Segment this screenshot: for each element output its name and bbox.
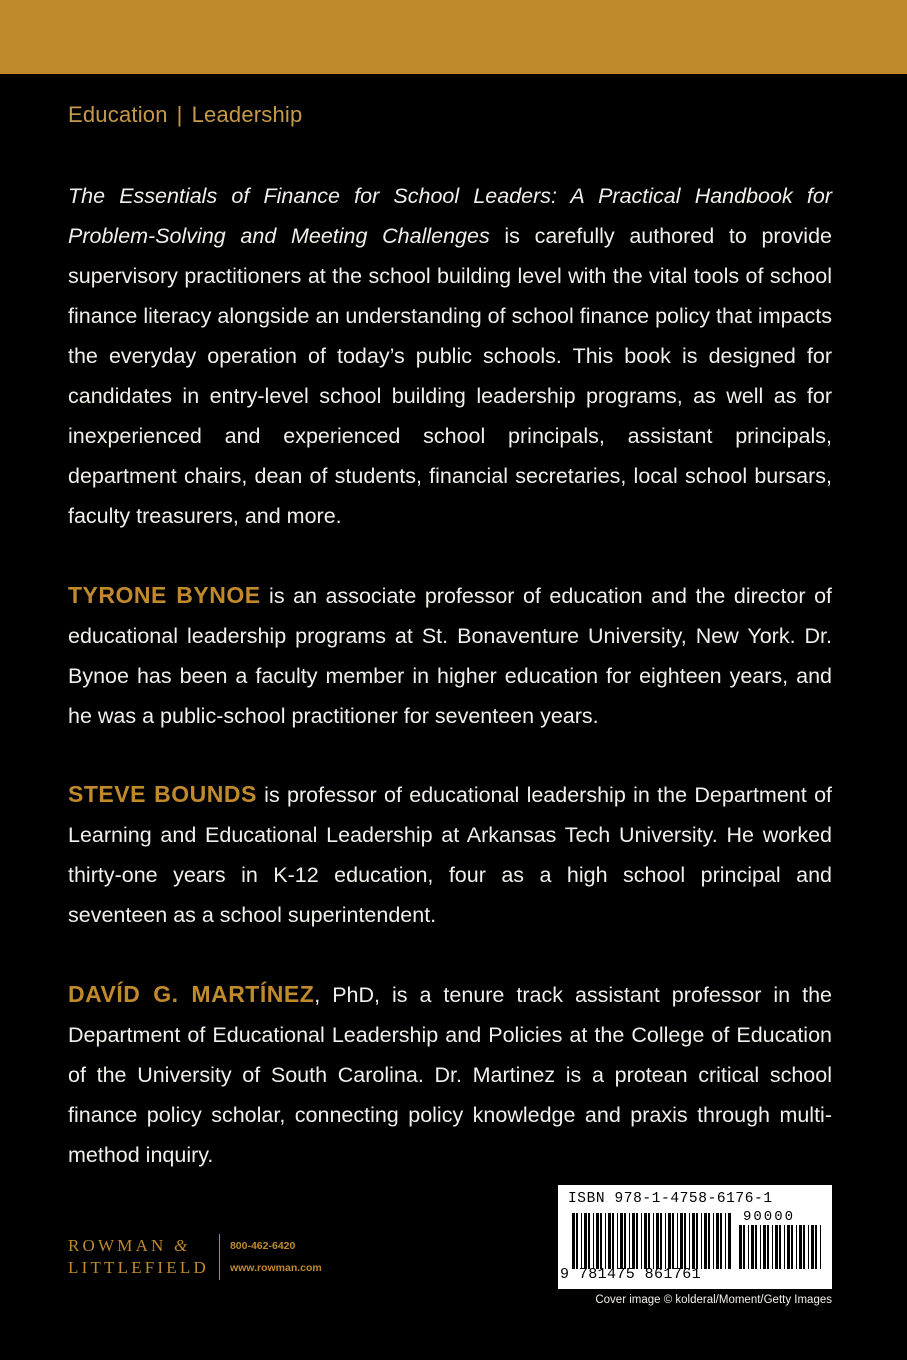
barcode-bar bbox=[820, 1225, 821, 1269]
barcode-bar bbox=[677, 1213, 678, 1269]
barcode-bar bbox=[772, 1225, 773, 1269]
addon-barcode-bars bbox=[739, 1225, 823, 1269]
category-leadership: Leadership bbox=[191, 102, 303, 127]
barcode-bar bbox=[588, 1213, 590, 1269]
barcode-bar bbox=[799, 1225, 802, 1269]
category-line bbox=[68, 102, 302, 128]
barcode-bar bbox=[696, 1213, 698, 1269]
barcode-bar bbox=[763, 1225, 766, 1269]
barcode-bar bbox=[672, 1213, 674, 1269]
barcode-bar bbox=[660, 1213, 662, 1269]
author-name: TYRONE BYNOE bbox=[68, 582, 261, 608]
barcode-bar bbox=[748, 1225, 749, 1269]
barcode-bar bbox=[617, 1213, 618, 1269]
category-education: Education bbox=[68, 102, 168, 127]
isbn-label: ISBN 978-1-4758-6176-1 bbox=[568, 1191, 773, 1207]
barcode-bar bbox=[644, 1213, 647, 1269]
author-name: STEVE BOUNDS bbox=[68, 781, 257, 807]
barcode-bar bbox=[636, 1213, 638, 1269]
barcode-bar bbox=[760, 1225, 761, 1269]
barcode-bar bbox=[796, 1225, 797, 1269]
barcode-bar bbox=[815, 1225, 817, 1269]
barcode-bar bbox=[684, 1213, 686, 1269]
barcode-bar bbox=[600, 1213, 602, 1269]
barcode-bar bbox=[653, 1213, 654, 1269]
author-bio-bounds bbox=[68, 774, 832, 935]
barcode-bar bbox=[680, 1213, 683, 1269]
barcode-bar bbox=[743, 1225, 745, 1269]
publisher-contact bbox=[230, 1235, 322, 1279]
barcode-bar bbox=[612, 1213, 614, 1269]
barcode-bar bbox=[775, 1225, 778, 1269]
barcode-bar bbox=[596, 1213, 599, 1269]
barcode-bar bbox=[572, 1213, 575, 1269]
barcode-bar bbox=[767, 1225, 769, 1269]
barcode-bar bbox=[665, 1213, 666, 1269]
barcode-bar bbox=[739, 1225, 742, 1269]
barcode-bar bbox=[608, 1213, 611, 1269]
barcode-bar bbox=[779, 1225, 781, 1269]
barcode-bar bbox=[668, 1213, 671, 1269]
barcode-bar bbox=[620, 1213, 623, 1269]
author-bio-bynoe bbox=[68, 575, 832, 736]
barcode-bar bbox=[808, 1225, 809, 1269]
barcode-bar bbox=[593, 1213, 594, 1269]
top-color-band bbox=[0, 0, 907, 74]
cover-image-credit: Cover image © kolderal/Moment/Getty Images bbox=[595, 1294, 832, 1306]
author-bio-text: , PhD, is a tenure track assistant professor in the Department of Educational Leadership and Policies at the College of Education of the University of South Carolina. Dr. Martinez is a protean critical school finance policy scholar, connecting policy knowledge and praxis through multi-method inquiry. bbox=[68, 983, 832, 1167]
barcode-bar bbox=[648, 1213, 650, 1269]
publisher-logo bbox=[68, 1235, 209, 1279]
publisher-name-line1: ROWMAN bbox=[68, 1236, 167, 1255]
publisher-phone: 800-462-6420 bbox=[229, 1240, 296, 1252]
barcode-bar bbox=[708, 1213, 710, 1269]
ean-barcode-bars bbox=[572, 1213, 732, 1269]
barcode-bar bbox=[624, 1213, 626, 1269]
barcode-bar bbox=[641, 1213, 642, 1269]
publisher-website: www.rowman.com bbox=[229, 1262, 322, 1274]
barcode-bar bbox=[811, 1225, 814, 1269]
barcode-bar bbox=[713, 1213, 714, 1269]
barcode-bar bbox=[584, 1213, 587, 1269]
barcode-bar bbox=[720, 1213, 722, 1269]
barcode-bar bbox=[787, 1225, 790, 1269]
publisher-name-line2: LITTLEFIELD bbox=[68, 1258, 209, 1277]
barcode-bar bbox=[755, 1225, 757, 1269]
publisher-divider bbox=[219, 1234, 220, 1280]
barcode-bar bbox=[689, 1213, 690, 1269]
barcode-bar bbox=[701, 1213, 702, 1269]
barcode-addon-digits: 90000 bbox=[743, 1209, 796, 1225]
barcode-bar bbox=[751, 1225, 754, 1269]
barcode-bar bbox=[728, 1213, 731, 1269]
barcode-bar bbox=[716, 1213, 719, 1269]
barcode-bar bbox=[692, 1213, 695, 1269]
book-title: The Essentials of Finance for School Leaders: A Practical Handbook for Problem-Solving and Meeting Challenges bbox=[68, 184, 832, 248]
barcode-bar bbox=[725, 1213, 726, 1269]
barcode-bar bbox=[576, 1213, 578, 1269]
barcode-bar bbox=[629, 1213, 630, 1269]
barcode-bar bbox=[704, 1213, 707, 1269]
author-bio-martinez bbox=[68, 974, 832, 1175]
barcode-bar bbox=[605, 1213, 606, 1269]
barcode-bar bbox=[656, 1213, 659, 1269]
barcode-bar bbox=[581, 1213, 582, 1269]
barcode-bar bbox=[791, 1225, 793, 1269]
author-bio-text: is an associate professor of education and the director of educational leadership programs at St. Bonaventure University, New York. Dr. Bynoe has been a faculty member in higher education for eighteen years, and he was a public-school practitioner for seventeen years. bbox=[68, 584, 833, 728]
category-separator: | bbox=[176, 102, 183, 127]
author-bio-text: is professor of educational leadership in the Department of Learning and Educational Leadership at Arkansas Tech University. He worked thirty-one years in K-12 education, four as a high school principal and seventeen as a school superintendent. bbox=[68, 783, 832, 927]
book-description bbox=[68, 176, 832, 536]
description-text: is carefully authored to provide supervisory practitioners at the school building level with the vital tools of school finance literacy alongside an understanding of school finance policy that impacts the everyday operation of today’s public schools. This book is designed for candidates in entry-level school building leadership programs, as well as for inexperienced and experienced school principals, assistant principals, department chairs, dean of students, financial secretaries, local school bursars, faculty treasurers, and more. bbox=[68, 224, 832, 528]
barcode-ean-digits: 9 781475 861761 bbox=[560, 1266, 702, 1283]
publisher-block bbox=[68, 1234, 322, 1280]
barcode-bar bbox=[784, 1225, 785, 1269]
barcode-bar bbox=[803, 1225, 805, 1269]
publisher-ampersand: & bbox=[173, 1236, 188, 1255]
isbn-barcode bbox=[558, 1185, 832, 1289]
author-name: DAVÍD G. MARTÍNEZ bbox=[68, 981, 315, 1007]
barcode-bar bbox=[632, 1213, 635, 1269]
